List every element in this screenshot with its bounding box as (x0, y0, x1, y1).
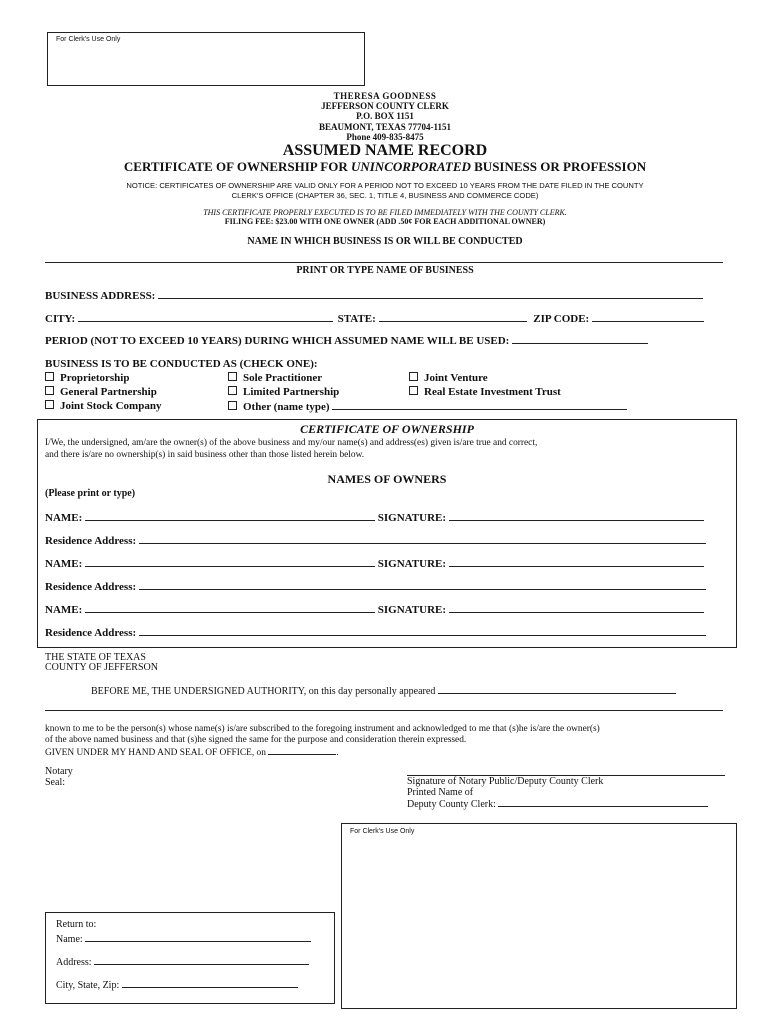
return-city-label: City, State, Zip: (56, 980, 120, 991)
checkbox-icon[interactable] (228, 401, 237, 410)
option-label: General Partnership (60, 386, 157, 398)
notice-line-1: NOTICE: CERTIFICATES OF OWNERSHIP ARE VALID ONLY FOR A PERIOD NOT TO EXCEED 10 YEARS FROM THE DATE FILED IN THE COUNTY (126, 181, 644, 190)
given-date-field[interactable] (268, 745, 336, 755)
clerk-use-box-bottom (341, 823, 737, 1009)
option-other[interactable] (228, 400, 627, 413)
name-label: NAME: (45, 512, 83, 524)
subtitle-em: UNINCORPORATED (350, 159, 471, 174)
option-limited-partnership[interactable] (228, 386, 339, 398)
owner-1-residence-field[interactable] (139, 534, 706, 544)
deputy-clerk-field[interactable] (498, 797, 708, 807)
option-label: Joint Stock Company (60, 400, 162, 412)
business-name-heading: NAME IN WHICH BUSINESS IS OR WILL BE CONDUCTED (247, 236, 523, 247)
page-subtitle (0, 159, 770, 175)
option-sole-practitioner[interactable] (228, 372, 322, 384)
signature-label: SIGNATURE: (377, 512, 447, 524)
notary-state: THE STATE OF TEXAS (45, 652, 146, 663)
header-pobox: P.O. BOX 1151 (356, 111, 414, 121)
subtitle-post: BUSINESS OR PROFESSION (470, 159, 647, 174)
state-field[interactable] (379, 312, 527, 322)
residence-label: Residence Address: (45, 627, 137, 639)
notary-signature-label: Signature of Notary Public/Deputy County Clerk (407, 776, 604, 787)
owner-3-residence-field[interactable] (139, 626, 706, 636)
business-name-line[interactable] (45, 262, 723, 263)
return-to-box (45, 912, 335, 1004)
conduct-heading: BUSINESS IS TO BE CONDUCTED AS (CHECK ONE): (45, 358, 318, 370)
return-name-row (56, 932, 311, 945)
header-city: BEAUMONT, TEXAS 77704-1151 (319, 122, 451, 132)
return-name-field[interactable] (85, 932, 311, 942)
appeared-line-2[interactable] (45, 710, 723, 711)
period-label: PERIOD (NOT TO EXCEED 10 YEARS) DURING WHICH ASSUMED NAME WILL BE USED: (45, 335, 510, 347)
before-me-text: BEFORE ME, THE UNDERSIGNED AUTHORITY, on this day personally appeared (91, 686, 436, 697)
business-address-field[interactable] (158, 289, 703, 299)
option-label: Proprietorship (60, 372, 130, 384)
page-title: ASSUMED NAME RECORD (282, 142, 488, 159)
owner-2-residence-row (45, 580, 706, 593)
owner-3-name-field[interactable] (85, 603, 375, 613)
owner-2-name-row (45, 557, 704, 570)
period-field[interactable] (512, 334, 648, 344)
zip-label: ZIP CODE: (533, 313, 590, 325)
checkbox-icon[interactable] (409, 386, 418, 395)
certificate-text-1: I/We, the undersigned, am/are the owner(s) of the above business and my/our name(s) and address(es) given is/are true and correct, (45, 438, 538, 448)
subtitle-pre: CERTIFICATE OF OWNERSHIP FOR (123, 159, 351, 174)
owner-3-name-row (45, 603, 704, 616)
signature-label: SIGNATURE: (377, 558, 447, 570)
return-address-row (56, 955, 309, 968)
given-row: GIVEN UNDER MY HAND AND SEAL OF OFFICE, on . (45, 745, 339, 758)
owner-1-signature-field[interactable] (449, 511, 704, 521)
option-label: Other (name type) (243, 401, 330, 413)
city-label: CITY: (45, 313, 76, 325)
deputy-clerk-label: Deputy County Clerk: (407, 799, 496, 810)
appeared-field[interactable] (438, 684, 676, 694)
option-proprietorship[interactable] (45, 372, 129, 384)
owners-heading: NAMES OF OWNERS (327, 472, 447, 486)
checkbox-icon[interactable] (228, 386, 237, 395)
print-name-label: PRINT OR TYPE NAME OF BUSINESS (296, 265, 474, 276)
before-me-row (91, 684, 676, 697)
checkbox-icon[interactable] (45, 372, 54, 381)
option-label: Joint Venture (424, 372, 488, 384)
residence-label: Residence Address: (45, 535, 137, 547)
header-office: JEFFERSON COUNTY CLERK (321, 101, 449, 111)
clerk-use-label: For Clerk's Use Only (350, 828, 415, 835)
owner-3-signature-field[interactable] (449, 603, 704, 613)
owner-2-residence-field[interactable] (139, 580, 706, 590)
filing-fee: FILING FEE: $23.00 WITH ONE OWNER (ADD .50¢ FOR EACH ADDITIONAL OWNER) (224, 217, 546, 226)
option-label: Sole Practitioner (243, 372, 323, 384)
checkbox-icon[interactable] (409, 372, 418, 381)
other-type-field[interactable] (332, 400, 627, 410)
option-reit[interactable] (409, 386, 561, 398)
checkbox-icon[interactable] (45, 386, 54, 395)
print-hint: (Please print or type) (45, 488, 136, 499)
name-label: NAME: (45, 558, 83, 570)
notice-line-2: CLERK'S OFFICE (CHAPTER 36, SEC. 1, TITLE 4, BUSINESS AND COMMERCE CODE) (231, 191, 539, 200)
checkbox-icon[interactable] (228, 372, 237, 381)
business-address-row (45, 289, 703, 302)
header-phone: Phone 409-835-8475 (346, 132, 424, 142)
seal-label: Seal: (45, 777, 65, 788)
name-label: NAME: (45, 604, 83, 616)
option-general-partnership[interactable] (45, 386, 157, 398)
residence-label: Residence Address: (45, 581, 137, 593)
return-address-label: Address: (56, 957, 92, 968)
clerk-use-box-top (47, 32, 365, 86)
owner-3-residence-row (45, 626, 706, 639)
return-to-heading: Return to: (56, 919, 97, 930)
option-joint-venture[interactable] (409, 372, 488, 384)
printed-name-label: Printed Name of (407, 787, 474, 798)
file-notice: THIS CERTIFICATE PROPERLY EXECUTED IS TO BE FILED IMMEDIATELY WITH THE COUNTY CLERK. (203, 208, 567, 217)
notary-label: Notary (45, 766, 73, 777)
return-name-label: Name: (56, 934, 83, 945)
checkbox-icon[interactable] (45, 400, 54, 409)
notary-county: COUNTY OF JEFFERSON (45, 662, 158, 673)
city-row (45, 312, 704, 325)
period-row (45, 334, 648, 347)
city-field[interactable] (78, 312, 333, 322)
certificate-box (37, 419, 737, 648)
option-label: Limited Partnership (243, 386, 340, 398)
return-city-row (56, 978, 298, 991)
option-label: Real Estate Investment Trust (424, 386, 561, 398)
option-joint-stock[interactable] (45, 400, 161, 412)
state-label: STATE: (337, 313, 376, 325)
known-line-1: known to me to be the person(s) whose name(s) is/are subscribed to the foregoing instrument and acknowledged to me that (s)he is/are the owner(s) (45, 724, 600, 734)
header-name: THERESA GOODNESS (333, 91, 437, 101)
certificate-text-2: and there is/are no ownership(s) in said business other than those listed herein below. (45, 450, 365, 460)
signature-label: SIGNATURE: (377, 604, 447, 616)
deputy-clerk-row (407, 797, 708, 810)
owner-1-name-row (45, 511, 704, 524)
known-line-2: of the above named business and that (s)he signed the same for the purpose and consideration therein expressed. (45, 735, 467, 745)
clerk-use-label: For Clerk's Use Only (56, 36, 121, 43)
certificate-title: CERTIFICATE OF OWNERSHIP (300, 422, 474, 436)
return-address-field[interactable] (94, 955, 309, 965)
business-address-label: BUSINESS ADDRESS: (45, 290, 156, 302)
owner-1-residence-row (45, 534, 706, 547)
return-city-field[interactable] (122, 978, 298, 988)
owner-1-name-field[interactable] (85, 511, 375, 521)
given-text: GIVEN UNDER MY HAND AND SEAL OF OFFICE, on (45, 748, 266, 758)
owner-2-signature-field[interactable] (449, 557, 704, 567)
owner-2-name-field[interactable] (85, 557, 375, 567)
zip-field[interactable] (592, 312, 704, 322)
